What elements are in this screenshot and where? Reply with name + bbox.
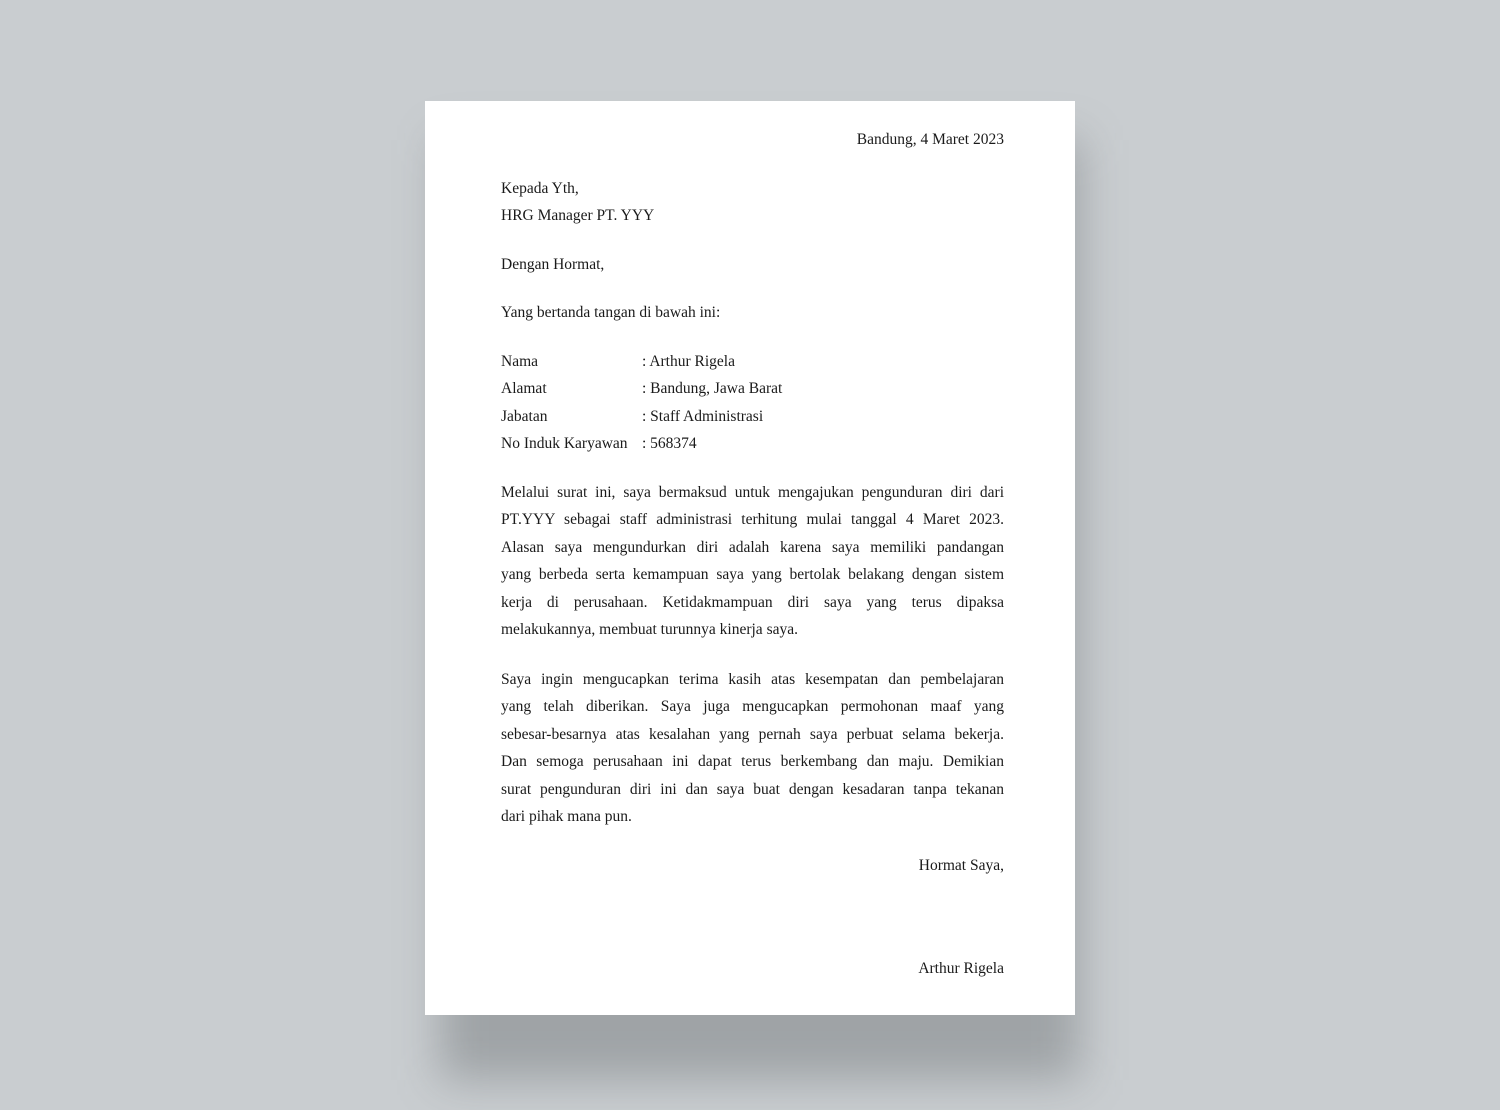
field-label: No Induk Karyawan: [501, 435, 628, 453]
field-row: [501, 348, 1004, 375]
paragraph-line: Melalui surat ini, saya bermaksud untuk mengajukan pengunduran diri dari: [501, 484, 1004, 501]
paragraph-line: Alasan saya mengundurkan diri adalah karena saya memiliki pandangan: [501, 538, 1004, 556]
signature-name: Arthur Rigela: [918, 960, 1004, 977]
field-row: [501, 430, 1004, 457]
recipient-line: HRG Manager PT. YYY: [501, 207, 655, 225]
letter-page: [425, 101, 1075, 1015]
identity-fields: [501, 348, 1004, 458]
field-value: : 568374: [642, 435, 697, 453]
field-value: : Arthur Rigela: [642, 353, 735, 370]
paragraph-line: dari pihak mana pun.: [501, 808, 632, 826]
field-label: Alamat: [501, 380, 547, 398]
body-paragraph-2: [501, 666, 1004, 830]
field-value: : Bandung, Jawa Barat: [642, 380, 783, 398]
paragraph-line: kerja di perusahaan. Ketidakmampuan diri saya yang terus dipaksa: [501, 593, 1004, 611]
paragraph-line: yang telah diberikan. Saya juga mengucapkan permohonan maaf yang: [501, 698, 1004, 716]
paragraph-line: PT.YYY sebagai staff administrasi terhitung mulai tanggal 4 Maret 2023.: [501, 511, 1004, 529]
body-paragraph-1: [501, 479, 1004, 643]
field-row: [501, 403, 1004, 430]
field-value: : Staff Administrasi: [642, 407, 764, 425]
paragraph-line: yang berbeda serta kemampuan saya yang bertolak belakang dengan sistem: [501, 566, 1004, 584]
paragraph-line: surat pengunduran diri ini dan saya buat dengan kesadaran tanpa tekanan: [501, 780, 1004, 798]
field-label: Nama: [501, 353, 539, 370]
closing: Hormat Saya,: [918, 857, 1004, 874]
recipient-block: [501, 175, 1004, 230]
field-row: [501, 375, 1004, 402]
field-label: Jabatan: [501, 407, 548, 425]
paragraph-line: Saya ingin mengucapkan terima kasih atas kesempatan dan pembelajaran: [501, 671, 1004, 688]
intro-text: Yang bertanda tangan di bawah ini:: [501, 304, 721, 321]
paragraph-line: Dan semoga perusahaan ini dapat terus berkembang dan maju. Demikian: [501, 753, 1004, 771]
letter-date: Bandung, 4 Maret 2023: [856, 131, 1004, 148]
greeting: Dengan Hormat,: [501, 256, 605, 273]
recipient-line: Kepada Yth,: [501, 180, 579, 197]
paragraph-line: sebesar-besarnya atas kesalahan yang pernah saya perbuat selama bekerja.: [501, 725, 1004, 743]
paragraph-line: melakukannya, membuat turunnya kinerja saya.: [501, 621, 798, 639]
